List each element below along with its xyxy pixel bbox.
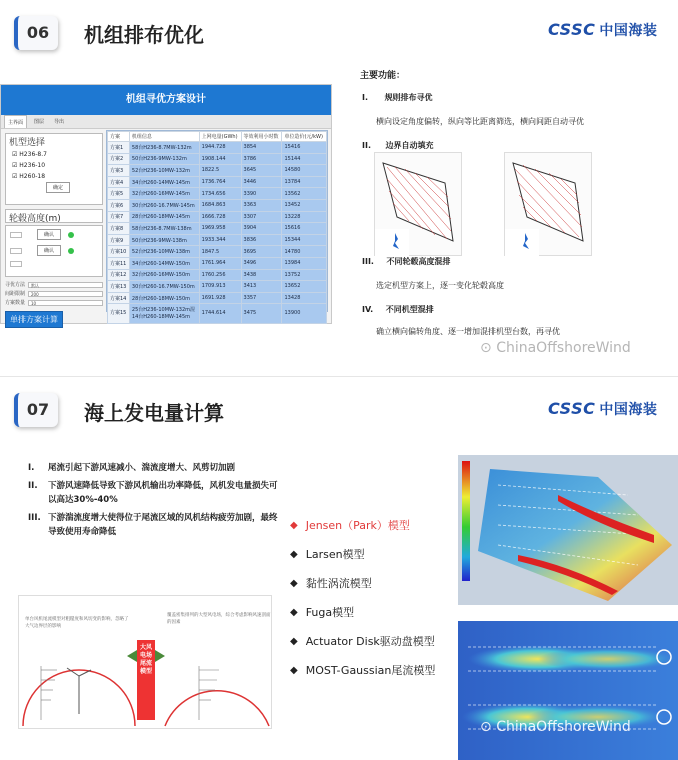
wake-field-svg: [458, 621, 678, 760]
scheme-result-table: [106, 130, 328, 320]
tab-layers[interactable]: 图层: [34, 119, 45, 125]
hours-cell: 3363: [241, 199, 282, 211]
scheme-name-cell: 方案13: [108, 281, 130, 293]
machine-option-1[interactable]: ☑ H236-8.7: [12, 151, 47, 158]
param-row: [5, 290, 103, 297]
slide-title: 机组排布优化: [84, 23, 204, 47]
wake-effects-list: [28, 461, 278, 543]
col-header-hours: 等效利用小时数: [241, 132, 282, 142]
cost-cell: 13752: [282, 269, 327, 281]
scheme-name-cell: 方案5: [108, 188, 130, 200]
col-header-scheme: 方案: [108, 132, 130, 142]
generation-cell: 1734.656: [199, 188, 241, 200]
machine-option-label: H236-8.7: [19, 151, 47, 158]
hours-cell: 3475: [241, 304, 282, 324]
status-ok-icon: [68, 232, 74, 238]
function-num: IV.: [362, 305, 374, 314]
tab-export[interactable]: 导出: [54, 119, 65, 125]
scheme-rows: [108, 142, 327, 324]
hours-cell: 3446: [241, 176, 282, 188]
diamond-icon: ◆: [290, 519, 298, 531]
cost-cell: 13984: [282, 257, 327, 269]
param-input[interactable]: 默认: [28, 282, 103, 288]
scheme-name-cell: 方案14: [108, 292, 130, 304]
diamond-icon: ◆: [290, 577, 298, 589]
cost-cell: 13652: [282, 281, 327, 293]
machine-select-box: [5, 133, 103, 205]
lwf-right-caption: 覆盖密集排列的大型风电场，综合考虑影响风速剖面的因素: [167, 613, 271, 625]
generation-cell: 1933.344: [199, 234, 241, 246]
table-row[interactable]: [108, 257, 327, 269]
cost-cell: 13452: [282, 199, 327, 211]
unit-info-cell: 52台H236-10MW-138m: [129, 246, 199, 258]
logo-chinese: 中国海装: [599, 23, 658, 39]
cost-cell: 13784: [282, 176, 327, 188]
lwf-middle-label: 大风电场尾流模型: [139, 644, 152, 675]
unit-info-cell: 32台H260-16MW-150m: [129, 269, 199, 281]
hours-cell: 3390: [241, 188, 282, 200]
logo-chinese: 中国海装: [599, 402, 658, 418]
table-row[interactable]: [108, 211, 327, 223]
scheme-name-cell: 方案8: [108, 223, 130, 235]
section-number: 07: [26, 400, 50, 419]
param-label: 寻优方法: [5, 282, 26, 288]
model-item-viscous: [290, 575, 435, 591]
generation-cell: 1744.614: [199, 304, 241, 324]
unit-info-cell: 50台H236-9MW-138m: [129, 234, 199, 246]
table-row[interactable]: [108, 153, 327, 165]
hours-cell: 3904: [241, 223, 282, 235]
hours-cell: 3413: [241, 281, 282, 293]
table-row[interactable]: [108, 246, 327, 258]
functions-heading: 主要功能：: [360, 71, 406, 81]
scheme-name-cell: 方案12: [108, 269, 130, 281]
diamond-icon: ◆: [290, 606, 298, 618]
generation-cell: 1691.928: [199, 292, 241, 304]
hours-cell: 3496: [241, 257, 282, 269]
hours-cell: 3786: [241, 153, 282, 165]
col-header-gen: 上网电量(GWh): [199, 132, 241, 142]
wake-heatmap-svg: [458, 455, 678, 605]
hours-cell: 3438: [241, 269, 282, 281]
hours-cell: 3836: [241, 234, 282, 246]
generation-cell: 1908.144: [199, 153, 241, 165]
model-item-fuga: [290, 604, 435, 620]
list-item: [28, 461, 278, 475]
cost-cell: 15144: [282, 153, 327, 165]
bullet-num: III.: [28, 513, 41, 523]
param-row: [5, 281, 103, 288]
scheme-name-cell: 方案15: [108, 304, 130, 324]
section-number-badge: [14, 393, 58, 427]
table-row[interactable]: [108, 165, 327, 177]
function-1-desc: 横向设定角度偏转，纵向等比距离筛选，横向间距自动寻优: [376, 117, 584, 126]
unit-info-cell: 32台H260-16MW-145m: [129, 188, 199, 200]
bullet-text: 尾流引起下游风速减小、湍流度增大、风剪切加剧: [48, 463, 236, 473]
scheme-name-cell: 方案4: [108, 176, 130, 188]
function-4-desc: 确立横向偏转角度、逐一增加混排机型台数，再寻优: [376, 327, 560, 336]
control-panel: [5, 133, 103, 324]
hub-confirm-button[interactable]: 确认: [37, 245, 61, 256]
bullet-text: 下游湍流度增大使得位于尾流区域的风机结构疲劳加剧，最终导致使用寿命降低: [48, 513, 278, 537]
slide-layout-optimization: [0, 0, 678, 372]
generation-cell: 1709.913: [199, 281, 241, 293]
unit-info-cell: 58台H236-8.7MW-138m: [129, 223, 199, 235]
machine-select-title: 机型选择: [9, 138, 46, 148]
function-title: 不同机型混排: [385, 305, 434, 314]
slide-energy-calculation: [0, 376, 678, 760]
table-row[interactable]: [108, 142, 327, 154]
lwf-diagram: [18, 595, 272, 729]
bullet-num: I.: [28, 463, 35, 473]
machine-option-label: H236-10: [19, 162, 46, 169]
model-item-most-gaussian: [290, 662, 435, 678]
unit-info-cell: 30台H260-16.7MW-150m: [129, 281, 199, 293]
cssc-logo: [548, 20, 657, 40]
function-num: III.: [362, 257, 374, 266]
scheme-name-cell: 方案1: [108, 142, 130, 154]
wake-field-image: [458, 621, 678, 760]
machine-option-label: H260-18: [19, 173, 46, 180]
machine-option-2[interactable]: ☑ H236-10: [12, 162, 46, 169]
function-3: [362, 256, 451, 267]
tab-main[interactable]: 主界面: [4, 115, 27, 128]
unit-info-cell: 34台H260-14MW-150m: [129, 257, 199, 269]
diamond-icon: ◆: [290, 635, 298, 647]
diamond-icon: ◆: [290, 548, 298, 560]
scheme-name-cell: 方案2: [108, 153, 130, 165]
function-2: [362, 140, 434, 151]
lwf-left-caption: 单台风机尾流模型对粗糙度和风切变的影响，忽略了大气边界层的影响: [25, 617, 129, 629]
cost-cell: 13428: [282, 292, 327, 304]
hub-confirm-button[interactable]: 确认: [37, 229, 61, 240]
scheme-name-cell: 方案7: [108, 211, 130, 223]
table-row[interactable]: [108, 281, 327, 293]
col-header-cost: 单位造价(元/kW): [282, 132, 327, 142]
function-3-desc: 选定机型方案上，逐一变化轮毂高度: [376, 281, 504, 290]
diamond-icon: ◆: [290, 664, 298, 676]
cost-cell: 15344: [282, 234, 327, 246]
cost-cell: 14780: [282, 246, 327, 258]
wake-heatmap-image: [458, 455, 678, 605]
unit-info-cell: 52台H236-10MW-132m: [129, 165, 199, 177]
table-row[interactable]: [108, 188, 327, 200]
scheme-name-cell: 方案3: [108, 165, 130, 177]
model-label: Actuator Disk驱动盘模型: [305, 635, 435, 648]
hub-height-list: [5, 225, 103, 277]
watermark-text: ChinaOffshoreWind: [496, 340, 631, 356]
generation-cell: 1736.764: [199, 176, 241, 188]
unit-info-cell: 34台H260-14MW-145m: [129, 176, 199, 188]
param-label: 方案数量: [5, 300, 26, 306]
hours-cell: 3357: [241, 292, 282, 304]
model-label: 黏性涡流模型: [305, 577, 372, 590]
app-title: 机组寻优方案设计: [1, 85, 331, 115]
table-row[interactable]: [108, 223, 327, 235]
param-input[interactable]: 10: [28, 300, 103, 306]
function-title: 规则排布寻优: [384, 93, 433, 102]
app-tab-bar: [1, 115, 331, 129]
hub-height-row: [10, 261, 98, 267]
col-header-info: 机组信息: [129, 132, 199, 142]
scheme-name-cell: 方案9: [108, 234, 130, 246]
hub-height-title-box: [5, 209, 103, 223]
unit-info-cell: 28台H260-18MW-145m: [129, 211, 199, 223]
unit-info-cell: 58台H236-8.7MW-132m: [129, 142, 199, 154]
table-row[interactable]: [108, 234, 327, 246]
model-item-jensen: [290, 517, 435, 533]
param-input[interactable]: 200: [28, 291, 103, 297]
model-item-larsen: [290, 546, 435, 562]
function-4: [362, 304, 434, 315]
unit-info-cell: 25台H236-10MW-132m混 14台H260-18MW-145m: [129, 304, 199, 324]
model-label: MOST-Gaussian尾流模型: [305, 664, 436, 677]
table-row[interactable]: [108, 292, 327, 304]
generation-cell: 1760.256: [199, 269, 241, 281]
single-row-calc-button[interactable]: 单排方案计算: [5, 311, 63, 328]
watermark: ⊙ ChinaOffshoreWind: [480, 719, 631, 735]
function-title: 边界自动填充: [385, 141, 434, 150]
function-num: II.: [362, 141, 371, 150]
generation-cell: 1822.5: [199, 165, 241, 177]
table-row[interactable]: [108, 304, 327, 324]
generation-cell: 1761.964: [199, 257, 241, 269]
slide-title: 海上发电量计算: [84, 401, 224, 425]
model-label: Larsen模型: [305, 548, 365, 561]
param-row: [5, 299, 103, 306]
param-label: 间距限制: [5, 291, 26, 297]
generation-cell: 1944.728: [199, 142, 241, 154]
status-ok-icon: [68, 248, 74, 254]
machine-confirm-button[interactable]: 确定: [46, 182, 70, 193]
generation-cell: 1847.5: [199, 246, 241, 258]
hub-height-check[interactable]: [10, 248, 22, 254]
generation-cell: 1969.958: [199, 223, 241, 235]
model-item-actuator-disk: [290, 633, 435, 649]
list-item: [28, 511, 278, 539]
cost-cell: 14580: [282, 165, 327, 177]
bullet-num: II.: [28, 481, 38, 491]
generation-cell: 1666.728: [199, 211, 241, 223]
generation-cell: 1684.863: [199, 199, 241, 211]
unit-info-cell: 28台H260-18MW-150m: [129, 292, 199, 304]
cost-cell: 13562: [282, 188, 327, 200]
model-label: Fuga模型: [305, 606, 355, 619]
table-header-row: [108, 132, 327, 142]
watermark: ⊙ ChinaOffshoreWind: [480, 340, 631, 356]
function-num: I.: [362, 93, 369, 102]
wind-farm-layout-diagram: [505, 153, 593, 257]
cost-cell: 15416: [282, 142, 327, 154]
hours-cell: 3854: [241, 142, 282, 154]
boundary-fill-thumbnail-1: [374, 152, 462, 256]
table-row[interactable]: [108, 269, 327, 281]
hours-cell: 3695: [241, 246, 282, 258]
section-number-badge: [14, 16, 58, 50]
unit-info-cell: 50台H236-9MW-132m: [129, 153, 199, 165]
table-row[interactable]: [108, 199, 327, 211]
function-title: 不同轮毂高度混排: [386, 257, 451, 266]
unit-info-cell: 30台H260-16.7MW-145m: [129, 199, 199, 211]
logo-latin: CSSC: [548, 399, 596, 418]
section-number: 06: [26, 23, 50, 42]
wind-farm-layout-diagram: [375, 153, 463, 257]
cost-cell: 13228: [282, 211, 327, 223]
hub-height-row: [10, 245, 98, 256]
table-row[interactable]: [108, 176, 327, 188]
hub-height-title: 轮毂高度(m): [9, 214, 61, 224]
scheme-name-cell: 方案11: [108, 257, 130, 269]
wake-model-list: [290, 517, 435, 691]
logo-latin: CSSC: [548, 20, 596, 39]
list-item: [28, 479, 278, 507]
cost-cell: 15616: [282, 223, 327, 235]
bullet-text: 下游风速降低导致下游风机输出功率降低，风机发电量损失可以高达30%-40%: [48, 481, 278, 505]
hub-height-row: [10, 229, 98, 240]
machine-option-3[interactable]: ☑ H260-18: [12, 173, 46, 180]
scheme-name-cell: 方案6: [108, 199, 130, 211]
cssc-logo: [548, 399, 657, 419]
hub-height-check[interactable]: [10, 232, 22, 238]
watermark-text: ChinaOffshoreWind: [496, 719, 631, 735]
cost-cell: 13900: [282, 304, 327, 324]
hours-cell: 3645: [241, 165, 282, 177]
hours-cell: 3307: [241, 211, 282, 223]
model-label: Jensen（Park）模型: [305, 519, 410, 532]
param-group: [5, 281, 103, 306]
function-1: [362, 92, 433, 103]
scheme-name-cell: 方案10: [108, 246, 130, 258]
boundary-fill-thumbnail-2: [504, 152, 592, 256]
hub-height-check[interactable]: [10, 261, 22, 267]
